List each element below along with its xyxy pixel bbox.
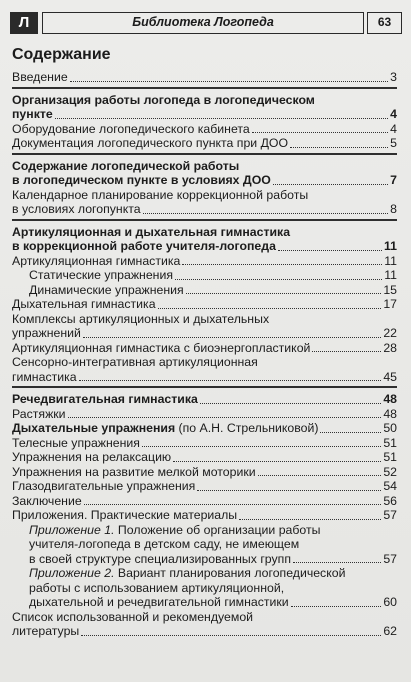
toc-entry [12, 268, 397, 283]
toc-entry-text: Список использованной и рекомендуемой [12, 609, 254, 624]
toc-entry [12, 239, 397, 254]
dot-leader [70, 81, 388, 82]
toc-entry [12, 122, 397, 137]
dot-leader [293, 562, 381, 563]
toc-entry-page: 28 [383, 340, 397, 355]
toc-entry-text: в своей структуре специализированных групп [29, 551, 291, 566]
toc-entry [12, 326, 397, 341]
toc-entry-text: литературы [12, 624, 80, 638]
toc-entry [12, 173, 397, 188]
dot-leader [197, 490, 381, 491]
section-divider [12, 386, 397, 388]
toc-entry-text: Документация логопедического пункта при ДОО [12, 136, 289, 150]
running-header [10, 12, 402, 34]
appendix-2-label: Приложение 2. [29, 566, 115, 580]
dot-leader [239, 519, 381, 520]
toc-entry-page: 22 [383, 326, 397, 340]
toc-entry [12, 370, 397, 385]
appendix-2-line [12, 566, 397, 581]
dot-leader [312, 351, 381, 352]
section-heading: Организация работы логопеда в логопедическом [12, 92, 315, 107]
toc-entry-text [12, 421, 318, 436]
toc-entry-page: 51 [383, 435, 397, 450]
dot-leader [81, 635, 381, 636]
toc-entry-page: 11 [384, 239, 397, 253]
toc-entry-page: 45 [383, 369, 397, 384]
toc-entry-page: 50 [383, 421, 397, 435]
section-heading: Артикуляционная и дыхательная гимнастика [12, 224, 291, 239]
toc-entry-text: Артикуляционная гимнастика [12, 253, 181, 268]
toc-entry-text: Заключение [12, 493, 82, 508]
toc-entry-page: 52 [383, 464, 397, 479]
toc-entry [12, 70, 397, 85]
toc-entry-text: в логопедическом пункте в условиях ДОО [12, 173, 271, 187]
toc-entry-text: Упражнения на развитие мелкой моторики [12, 464, 256, 479]
appendix-2-text: Вариант планирования логопедической [114, 566, 346, 580]
dot-leader [68, 417, 382, 418]
toc-entry-text: учителя-логопеда в детском саду, не имеющем [29, 537, 300, 551]
toc-entry [12, 624, 397, 639]
contents-title: Содержание [12, 46, 111, 63]
toc-entry [12, 595, 397, 610]
toc-entry-text: в условиях логопункта [12, 202, 141, 216]
toc-entry [12, 421, 397, 436]
dot-leader [291, 606, 382, 607]
toc-entry [12, 494, 397, 509]
toc-entry-page: 57 [383, 551, 397, 566]
toc-entry-page: 7 [390, 173, 397, 187]
dot-leader [273, 184, 388, 185]
series-tag: Л [10, 12, 38, 34]
toc-entry-page: 4 [390, 107, 397, 121]
toc-entry-page: 51 [383, 450, 397, 464]
toc-entry-page: 62 [383, 624, 397, 638]
toc-entry-text: Календарное планирование коррекционной работы [12, 187, 309, 202]
section-divider [12, 219, 397, 221]
toc-entry-text: дыхательной и речедвигательной гимнастики [29, 595, 289, 609]
toc-entry-text: Комплексы артикуляционных и дыхательных [12, 311, 270, 326]
toc-entry [12, 297, 397, 312]
toc-entry-text: Растяжки [12, 406, 66, 421]
toc-entry [12, 202, 397, 217]
toc-entry [12, 254, 397, 269]
section-divider [12, 87, 397, 89]
toc-entry-page: 57 [383, 508, 397, 522]
toc-entry-page: 48 [383, 406, 397, 421]
dot-leader [182, 264, 382, 265]
dot-leader [143, 213, 389, 214]
toc-entry [12, 107, 397, 122]
toc-entry-text: Речедвигательная гимнастика [12, 392, 198, 406]
toc-entry-text: Введение [12, 70, 68, 84]
toc-entry-page: 5 [390, 136, 397, 150]
dot-leader [200, 403, 381, 404]
toc-entry [12, 450, 397, 465]
dot-leader [173, 461, 381, 462]
appendix-1-text: Положение об организации работы [114, 522, 321, 537]
toc-entry-text: гимнастика [12, 369, 77, 384]
page-number: 63 [367, 12, 402, 34]
toc-entry-text: в коррекционной работе учителя-логопеда [12, 239, 276, 253]
dot-leader [258, 475, 382, 476]
toc-entry-rest-text: (по А.Н. Стрельниковой) [175, 421, 319, 435]
toc-entry-text: работы с использованием артикуляционной, [29, 580, 285, 595]
toc-entry-text: Упражнения на релаксацию [12, 450, 172, 464]
dot-leader [186, 293, 382, 294]
dot-leader [278, 250, 382, 251]
appendix-1-line [12, 523, 397, 538]
dot-leader [55, 118, 388, 119]
toc-entry-text: упражнений [12, 326, 81, 340]
toc-entry-text: Приложения. Практические материалы [12, 508, 238, 522]
toc-entry [12, 283, 397, 298]
dot-leader [79, 380, 382, 381]
dot-leader [290, 147, 388, 148]
toc-entry-text: пункте [12, 107, 53, 121]
dot-leader [175, 279, 382, 280]
dot-leader [252, 132, 388, 133]
toc-entry-text: Глазодвигательные упражнения [12, 479, 196, 493]
toc-entry-page: 11 [384, 268, 397, 282]
table-of-contents [12, 70, 397, 639]
toc-entry-text: Телесные упражнения [12, 435, 140, 450]
toc-entry-page: 56 [383, 493, 397, 508]
section-divider [12, 153, 397, 155]
toc-entry-page: 11 [384, 253, 397, 268]
toc-entry [12, 479, 397, 494]
dot-leader [142, 446, 381, 447]
toc-entry-text: Динамические упражнения [29, 282, 184, 297]
toc-entry [12, 436, 397, 451]
toc-entry-page: 15 [383, 282, 397, 297]
toc-entry [12, 341, 397, 356]
toc-entry-page: 8 [390, 202, 397, 216]
dot-leader [158, 308, 382, 309]
toc-entry [12, 508, 397, 523]
toc-entry [12, 407, 397, 422]
toc-entry-page: 54 [383, 479, 397, 493]
toc-entry-page: 48 [383, 392, 397, 406]
dot-leader [83, 337, 381, 338]
series-title: Библиотека Логопеда [42, 12, 364, 34]
section-heading: Содержание логопедической работы [12, 158, 240, 173]
toc-entry [12, 552, 397, 567]
toc-entry-page: 4 [390, 121, 397, 136]
toc-entry-text: Сенсорно-интегративная артикуляционная [12, 355, 258, 369]
dot-leader [320, 432, 381, 433]
toc-entry-page: 17 [383, 297, 397, 311]
toc-entry-text: Дыхательная гимнастика [12, 297, 156, 311]
toc-entry [12, 392, 397, 407]
dot-leader [84, 504, 382, 505]
toc-entry-page: 60 [383, 595, 397, 609]
toc-entry-bold-text: Дыхательные упражнения [12, 421, 176, 435]
toc-entry-text: Артикуляционная гимнастика с биоэнергопластикой [12, 340, 311, 355]
toc-entry-text: Оборудование логопедического кабинета [12, 121, 250, 136]
toc-entry-text: Статические упражнения [29, 268, 174, 282]
toc-entry-page: 3 [390, 70, 397, 84]
toc-entry [12, 465, 397, 480]
appendix-1-label: Приложение 1. [29, 522, 115, 537]
toc-entry [12, 136, 397, 151]
